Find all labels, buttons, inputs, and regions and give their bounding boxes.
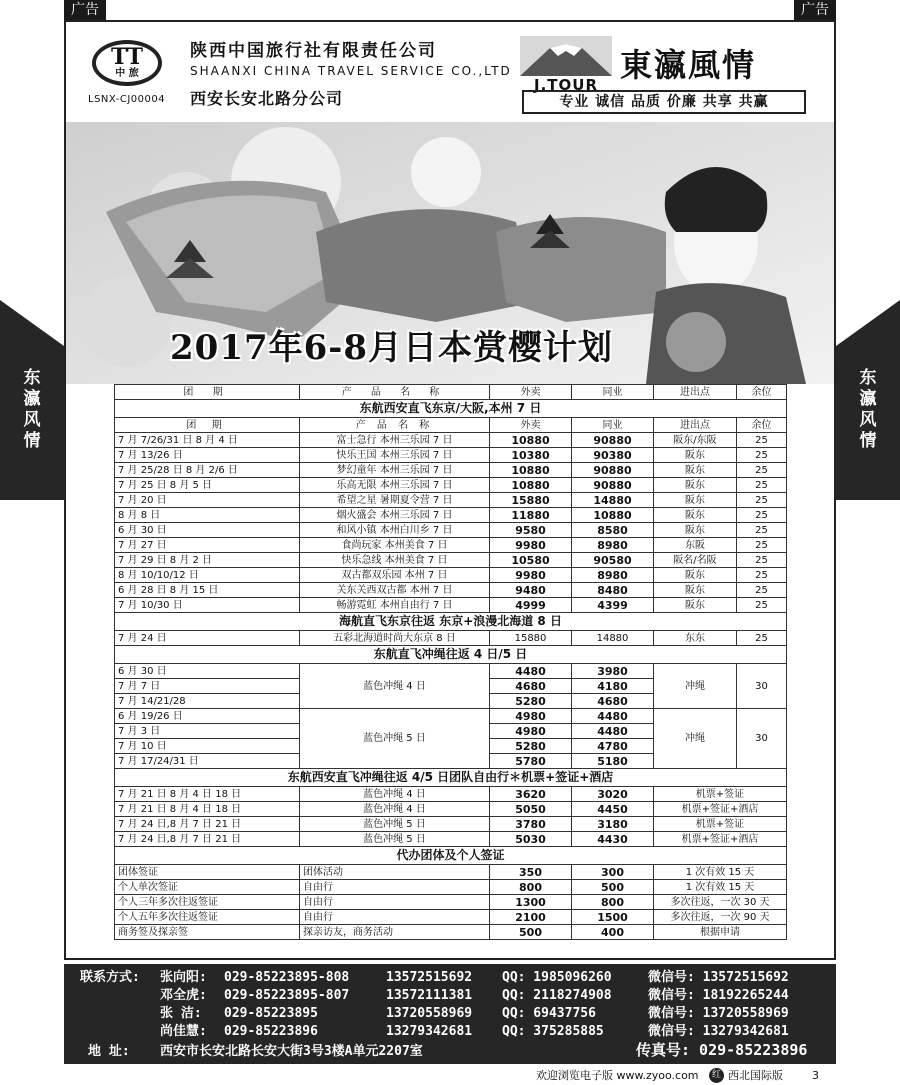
trade-price: 8980 bbox=[572, 538, 654, 553]
tour-price-table bbox=[114, 384, 786, 940]
tour-date: 6 月 19/26 日 bbox=[115, 709, 300, 724]
gateway: 阪东 bbox=[654, 523, 737, 538]
table-row bbox=[115, 925, 787, 940]
tour-date: 7 月 24 日 bbox=[115, 631, 300, 646]
address-label: 地 址: bbox=[88, 1044, 130, 1059]
company-name-en: SHAANXI CHINA TRAVEL SERVICE CO.,LTD bbox=[190, 64, 512, 78]
table-row bbox=[115, 631, 787, 646]
visa-type: 个人单次签证 bbox=[115, 880, 300, 895]
tour-date: 7 月 25 日 8 月 5 日 bbox=[115, 478, 300, 493]
visa-type: 商务签及探亲签 bbox=[115, 925, 300, 940]
header-product: 产 品 名 称 bbox=[300, 385, 490, 400]
gateway: 阪东 bbox=[654, 508, 737, 523]
retail-price: 2100 bbox=[490, 910, 572, 925]
seats-left: 25 bbox=[737, 478, 787, 493]
visa-purpose: 探亲访友，商务活动 bbox=[300, 925, 490, 940]
side-tab-right-text bbox=[836, 368, 900, 452]
side-tab-left-text bbox=[0, 368, 64, 452]
banner-image bbox=[66, 122, 834, 384]
contact-name: 张向阳: bbox=[160, 970, 207, 985]
tour-date: 7 月 7/26/31 日 8 月 4 日 bbox=[115, 433, 300, 448]
header-retail: 外卖 bbox=[490, 385, 572, 400]
trade-price: 4180 bbox=[572, 679, 654, 694]
product-name: 快乐急线 本州美食 7 日 bbox=[300, 553, 490, 568]
table-row bbox=[115, 802, 787, 817]
tour-date: 7 月 20 日 bbox=[115, 493, 300, 508]
subheader-date: 团 期 bbox=[115, 418, 300, 433]
address: 西安市长安北路长安大街3号3楼A单元2207室 bbox=[160, 1044, 423, 1059]
contact-label: 联系方式: bbox=[80, 970, 140, 985]
logo-mark: TT bbox=[111, 44, 143, 70]
ad-label-right: 广告 bbox=[794, 0, 836, 20]
seats-left: 25 bbox=[737, 598, 787, 613]
retail-price: 10880 bbox=[490, 478, 572, 493]
gateway: 冲绳 bbox=[654, 664, 737, 709]
gateway: 阪东 bbox=[654, 478, 737, 493]
tour-date: 8 月 10/10/12 日 bbox=[115, 568, 300, 583]
gateway: 阪东 bbox=[654, 493, 737, 508]
gateway: 东阪 bbox=[654, 538, 737, 553]
side-tab-left bbox=[0, 300, 64, 500]
tour-date: 7 月 27 日 bbox=[115, 538, 300, 553]
trade-price: 90880 bbox=[572, 433, 654, 448]
seats-left: 25 bbox=[737, 583, 787, 598]
retail-price: 10580 bbox=[490, 553, 572, 568]
section-3-title: 东航直飞冲绳往返 4 日/5 日 bbox=[115, 646, 787, 664]
trade-price: 4430 bbox=[572, 832, 654, 847]
visa-purpose: 自由行 bbox=[300, 880, 490, 895]
table-header-row bbox=[115, 385, 787, 400]
product-name: 蓝色冲绳 4 日 bbox=[300, 787, 490, 802]
gateway: 阪东 bbox=[654, 583, 737, 598]
retail-price: 4980 bbox=[490, 709, 572, 724]
seats-left: 25 bbox=[737, 568, 787, 583]
section-2-title: 海航直飞东京往返 东京+浪漫北海道 8 日 bbox=[115, 613, 787, 631]
trade-price: 5180 bbox=[572, 754, 654, 769]
table-row bbox=[115, 508, 787, 523]
contact-wechat: 微信号: 13572515692 bbox=[648, 970, 789, 985]
gateway: 东东 bbox=[654, 631, 737, 646]
mount-fuji-icon bbox=[520, 36, 612, 76]
trade-price: 14880 bbox=[572, 493, 654, 508]
seats-left: 25 bbox=[737, 448, 787, 463]
seats-left: 25 bbox=[737, 538, 787, 553]
tour-date: 7 月 17/24/31 日 bbox=[115, 754, 300, 769]
jtour-text: J.TOUR bbox=[534, 76, 598, 94]
retail-price: 5280 bbox=[490, 739, 572, 754]
trade-price: 1500 bbox=[572, 910, 654, 925]
seats-left: 25 bbox=[737, 508, 787, 523]
trade-price: 8580 bbox=[572, 523, 654, 538]
trade-price: 4480 bbox=[572, 709, 654, 724]
tour-date: 6 月 30 日 bbox=[115, 664, 300, 679]
product-name: 快乐王国 本州三乐园 7 日 bbox=[300, 448, 490, 463]
product-name: 畅游霓虹 本州自由行 7 日 bbox=[300, 598, 490, 613]
trade-price: 8480 bbox=[572, 583, 654, 598]
visa-type: 团体签证 bbox=[115, 865, 300, 880]
retail-price: 10880 bbox=[490, 433, 572, 448]
trade-price: 4399 bbox=[572, 598, 654, 613]
visa-validity: 1 次有效 15 天 bbox=[654, 880, 787, 895]
tour-date: 7 月 7 日 bbox=[115, 679, 300, 694]
tour-date: 7 月 14/21/28 bbox=[115, 694, 300, 709]
side-tab-right-label: 东瀛风情 bbox=[859, 368, 877, 451]
header-date: 团 期 bbox=[115, 385, 300, 400]
retail-price: 5280 bbox=[490, 694, 572, 709]
trade-price: 400 bbox=[572, 925, 654, 940]
table-row bbox=[115, 478, 787, 493]
contact-wechat: 微信号: 13279342681 bbox=[648, 1024, 789, 1039]
contact-telephone: 029-85223895-807 bbox=[224, 988, 350, 1003]
logo-sub: 中 旅 bbox=[115, 68, 139, 79]
fax-number: 传真号: 029-85223896 bbox=[636, 1041, 808, 1059]
gateway: 阪东/东阪 bbox=[654, 433, 737, 448]
tour-date: 7 月 10/30 日 bbox=[115, 598, 300, 613]
trade-price: 4780 bbox=[572, 739, 654, 754]
contact-mobile: 13572515692 bbox=[386, 970, 473, 985]
gateway: 冲绳 bbox=[654, 709, 737, 769]
contact-wechat: 微信号: 18192265244 bbox=[648, 988, 789, 1003]
subheader-retail: 外卖 bbox=[490, 418, 572, 433]
header-gateway: 进出点 bbox=[654, 385, 737, 400]
table-row bbox=[115, 880, 787, 895]
retail-price: 11880 bbox=[490, 508, 572, 523]
retail-price: 10880 bbox=[490, 463, 572, 478]
contact-mobile: 13720558969 bbox=[386, 1006, 473, 1021]
contact-name: 邓全虎: bbox=[160, 988, 207, 1003]
retail-price: 15880 bbox=[490, 493, 572, 508]
retail-price: 9980 bbox=[490, 568, 572, 583]
retail-price: 9980 bbox=[490, 538, 572, 553]
retail-price: 4980 bbox=[490, 724, 572, 739]
retail-price: 1300 bbox=[490, 895, 572, 910]
trade-price: 90880 bbox=[572, 463, 654, 478]
jtour-logo bbox=[520, 36, 612, 94]
company-name: 陕西中国旅行社有限责任公司 bbox=[190, 41, 437, 61]
package-content: 机票+签证 bbox=[654, 787, 787, 802]
header-trade: 同业 bbox=[572, 385, 654, 400]
table-row bbox=[115, 664, 787, 679]
section-4-title: 东航西安直飞冲绳往返 4/5 日团队自由行＊机票+签证+酒店 bbox=[115, 769, 787, 787]
product-name: 蓝色冲绳 4 日 bbox=[300, 664, 490, 709]
contact-telephone: 029-85223895-808 bbox=[224, 970, 350, 985]
subheader-product: 产 品 名 称 bbox=[300, 418, 490, 433]
visa-validity: 1 次有效 15 天 bbox=[654, 865, 787, 880]
contact-bar bbox=[64, 964, 836, 1064]
table-row bbox=[115, 433, 787, 448]
ad-label-left: 广告 bbox=[64, 0, 106, 20]
banner-title: 2017年6-8月日本赏樱计划 bbox=[170, 328, 614, 368]
retail-price: 5780 bbox=[490, 754, 572, 769]
retail-price: 350 bbox=[490, 865, 572, 880]
section-subheader-row bbox=[115, 418, 787, 433]
side-tab-left-label: 东瀛风情 bbox=[23, 368, 41, 451]
section-title-row bbox=[115, 400, 787, 418]
trade-price: 90380 bbox=[572, 448, 654, 463]
tour-date: 8 月 8 日 bbox=[115, 508, 300, 523]
package-content: 机票+签证 bbox=[654, 817, 787, 832]
subheader-trade: 同业 bbox=[572, 418, 654, 433]
visa-purpose: 自由行 bbox=[300, 895, 490, 910]
contact-name: 尚佳慧: bbox=[160, 1024, 207, 1039]
trade-price: 300 bbox=[572, 865, 654, 880]
table-row bbox=[115, 568, 787, 583]
table-row bbox=[115, 448, 787, 463]
tour-date: 7 月 24 日,8 月 7 日 21 日 bbox=[115, 817, 300, 832]
retail-price: 3780 bbox=[490, 817, 572, 832]
retail-price: 4680 bbox=[490, 679, 572, 694]
branch-name: 西安长安北路分公司 bbox=[190, 89, 344, 108]
section-title-row bbox=[115, 646, 787, 664]
section-title-row bbox=[115, 847, 787, 865]
seats-left: 25 bbox=[737, 463, 787, 478]
visa-type: 个人三年多次往返签证 bbox=[115, 895, 300, 910]
tour-date: 7 月 21 日 8 月 4 日 18 日 bbox=[115, 787, 300, 802]
product-name: 蓝色冲绳 5 日 bbox=[300, 817, 490, 832]
trade-price: 8980 bbox=[572, 568, 654, 583]
table-row bbox=[115, 598, 787, 613]
tour-date: 6 月 30 日 bbox=[115, 523, 300, 538]
gateway: 阪东 bbox=[654, 463, 737, 478]
gateway: 阪东 bbox=[654, 568, 737, 583]
retail-price: 500 bbox=[490, 925, 572, 940]
product-name: 蓝色冲绳 5 日 bbox=[300, 709, 490, 769]
tour-date: 7 月 24 日,8 月 7 日 21 日 bbox=[115, 832, 300, 847]
table-row bbox=[115, 817, 787, 832]
retail-price: 15880 bbox=[490, 631, 572, 646]
tour-date: 7 月 21 日 8 月 4 日 18 日 bbox=[115, 802, 300, 817]
contact-qq: QQ: 69437756 bbox=[502, 1006, 596, 1021]
seats-left: 30 bbox=[737, 664, 787, 709]
product-name: 富士急行 本州三乐园 7 日 bbox=[300, 433, 490, 448]
table-row bbox=[115, 538, 787, 553]
license-number: LSNX-CJ00004 bbox=[88, 94, 166, 105]
seats-left: 25 bbox=[737, 433, 787, 448]
product-name: 蓝色冲绳 5 日 bbox=[300, 832, 490, 847]
seats-left: 25 bbox=[737, 523, 787, 538]
tour-date: 7 月 13/26 日 bbox=[115, 448, 300, 463]
page-number: 3 bbox=[812, 1069, 819, 1082]
visa-type: 个人五年多次往返签证 bbox=[115, 910, 300, 925]
contact-name: 张 洁: bbox=[160, 1006, 202, 1021]
section-5-title: 代办团体及个人签证 bbox=[115, 847, 787, 865]
retail-price: 4999 bbox=[490, 598, 572, 613]
tour-date: 7 月 25/28 日 8 月 2/6 日 bbox=[115, 463, 300, 478]
gateway: 阪东 bbox=[654, 598, 737, 613]
contact-telephone: 029-85223895 bbox=[224, 1006, 318, 1021]
table-row bbox=[115, 553, 787, 568]
tour-date: 7 月 29 日 8 月 2 日 bbox=[115, 553, 300, 568]
page-footer bbox=[0, 1066, 900, 1085]
contact-wechat: 微信号: 13720558969 bbox=[648, 1006, 789, 1021]
product-name: 双古都双乐园 本州 7 日 bbox=[300, 568, 490, 583]
tour-date: 6 月 28 日 8 月 15 日 bbox=[115, 583, 300, 598]
trade-price: 4480 bbox=[572, 724, 654, 739]
footer-website: 欢迎浏览电子版 www.zyoo.com bbox=[536, 1069, 699, 1082]
retail-price: 4480 bbox=[490, 664, 572, 679]
contact-qq: QQ: 375285885 bbox=[502, 1024, 604, 1039]
gateway: 阪名/名阪 bbox=[654, 553, 737, 568]
trade-price: 3020 bbox=[572, 787, 654, 802]
trade-price: 90880 bbox=[572, 478, 654, 493]
seats-left: 25 bbox=[737, 631, 787, 646]
trade-price: 800 bbox=[572, 895, 654, 910]
product-name: 食尚玩家 本州美食 7 日 bbox=[300, 538, 490, 553]
header bbox=[66, 22, 834, 122]
company-logo bbox=[92, 40, 162, 86]
contact-mobile: 13572111381 bbox=[386, 988, 473, 1003]
table-row bbox=[115, 832, 787, 847]
retail-price: 9580 bbox=[490, 523, 572, 538]
retail-price: 5050 bbox=[490, 802, 572, 817]
product-name: 蓝色冲绳 4 日 bbox=[300, 802, 490, 817]
table-row bbox=[115, 523, 787, 538]
table-row bbox=[115, 895, 787, 910]
publication-name: 西北国际版 bbox=[728, 1069, 783, 1082]
section-1-title: 东航西安直飞东京/大阪,本州 7 日 bbox=[115, 400, 787, 418]
table-row bbox=[115, 787, 787, 802]
visa-purpose: 团体活动 bbox=[300, 865, 490, 880]
subheader-seats: 余位 bbox=[737, 418, 787, 433]
package-content: 机票+签证+酒店 bbox=[654, 802, 787, 817]
retail-price: 10380 bbox=[490, 448, 572, 463]
product-name: 希望之星 暑期夏令营 7 日 bbox=[300, 493, 490, 508]
product-name: 乐高无限 本州三乐园 7 日 bbox=[300, 478, 490, 493]
table-row bbox=[115, 865, 787, 880]
tour-date: 7 月 10 日 bbox=[115, 739, 300, 754]
side-tab-right bbox=[836, 300, 900, 500]
product-name: 梦幻童年 本州三乐园 7 日 bbox=[300, 463, 490, 478]
trade-price: 4680 bbox=[572, 694, 654, 709]
seats-left: 30 bbox=[737, 709, 787, 769]
visa-validity: 根据申请 bbox=[654, 925, 787, 940]
trade-price: 4450 bbox=[572, 802, 654, 817]
table-row bbox=[115, 583, 787, 598]
trade-price: 90580 bbox=[572, 553, 654, 568]
product-name: 关东关西双古都 本州 7 日 bbox=[300, 583, 490, 598]
contact-telephone: 029-85223896 bbox=[224, 1024, 318, 1039]
product-name: 五彩北海道时尚大东京 8 日 bbox=[300, 631, 490, 646]
table-row bbox=[115, 493, 787, 508]
header-seats: 余位 bbox=[737, 385, 787, 400]
retail-price: 5030 bbox=[490, 832, 572, 847]
trade-price: 14880 bbox=[572, 631, 654, 646]
retail-price: 800 bbox=[490, 880, 572, 895]
table-row bbox=[115, 709, 787, 724]
trade-price: 3980 bbox=[572, 664, 654, 679]
slogan: 专业 诚信 品质 价廉 共享 共赢 bbox=[522, 90, 806, 114]
table-row bbox=[115, 463, 787, 478]
trade-price: 3180 bbox=[572, 817, 654, 832]
visa-validity: 多次往返，一次 90 天 bbox=[654, 910, 787, 925]
trade-price: 500 bbox=[572, 880, 654, 895]
retail-price: 9480 bbox=[490, 583, 572, 598]
retail-price: 3620 bbox=[490, 787, 572, 802]
publication-badge: 红 bbox=[709, 1068, 724, 1083]
section-title-row bbox=[115, 769, 787, 787]
section-title-row bbox=[115, 613, 787, 631]
contact-qq: QQ: 2118274908 bbox=[502, 988, 612, 1003]
visa-purpose: 自由行 bbox=[300, 910, 490, 925]
trade-price: 10880 bbox=[572, 508, 654, 523]
visa-validity: 多次往返，一次 30 天 bbox=[654, 895, 787, 910]
brand-name: 東瀛風情 bbox=[620, 46, 757, 84]
package-content: 机票+签证+酒店 bbox=[654, 832, 787, 847]
seats-left: 25 bbox=[737, 493, 787, 508]
contact-qq: QQ: 1985096260 bbox=[502, 970, 612, 985]
subheader-gateway: 进出点 bbox=[654, 418, 737, 433]
contact-mobile: 13279342681 bbox=[386, 1024, 473, 1039]
gateway: 阪东 bbox=[654, 448, 737, 463]
seats-left: 25 bbox=[737, 553, 787, 568]
tour-date: 7 月 3 日 bbox=[115, 724, 300, 739]
product-name: 和风小镇 本州白川乡 7 日 bbox=[300, 523, 490, 538]
table-row bbox=[115, 910, 787, 925]
product-name: 烟火盛会 本州三乐园 7 日 bbox=[300, 508, 490, 523]
